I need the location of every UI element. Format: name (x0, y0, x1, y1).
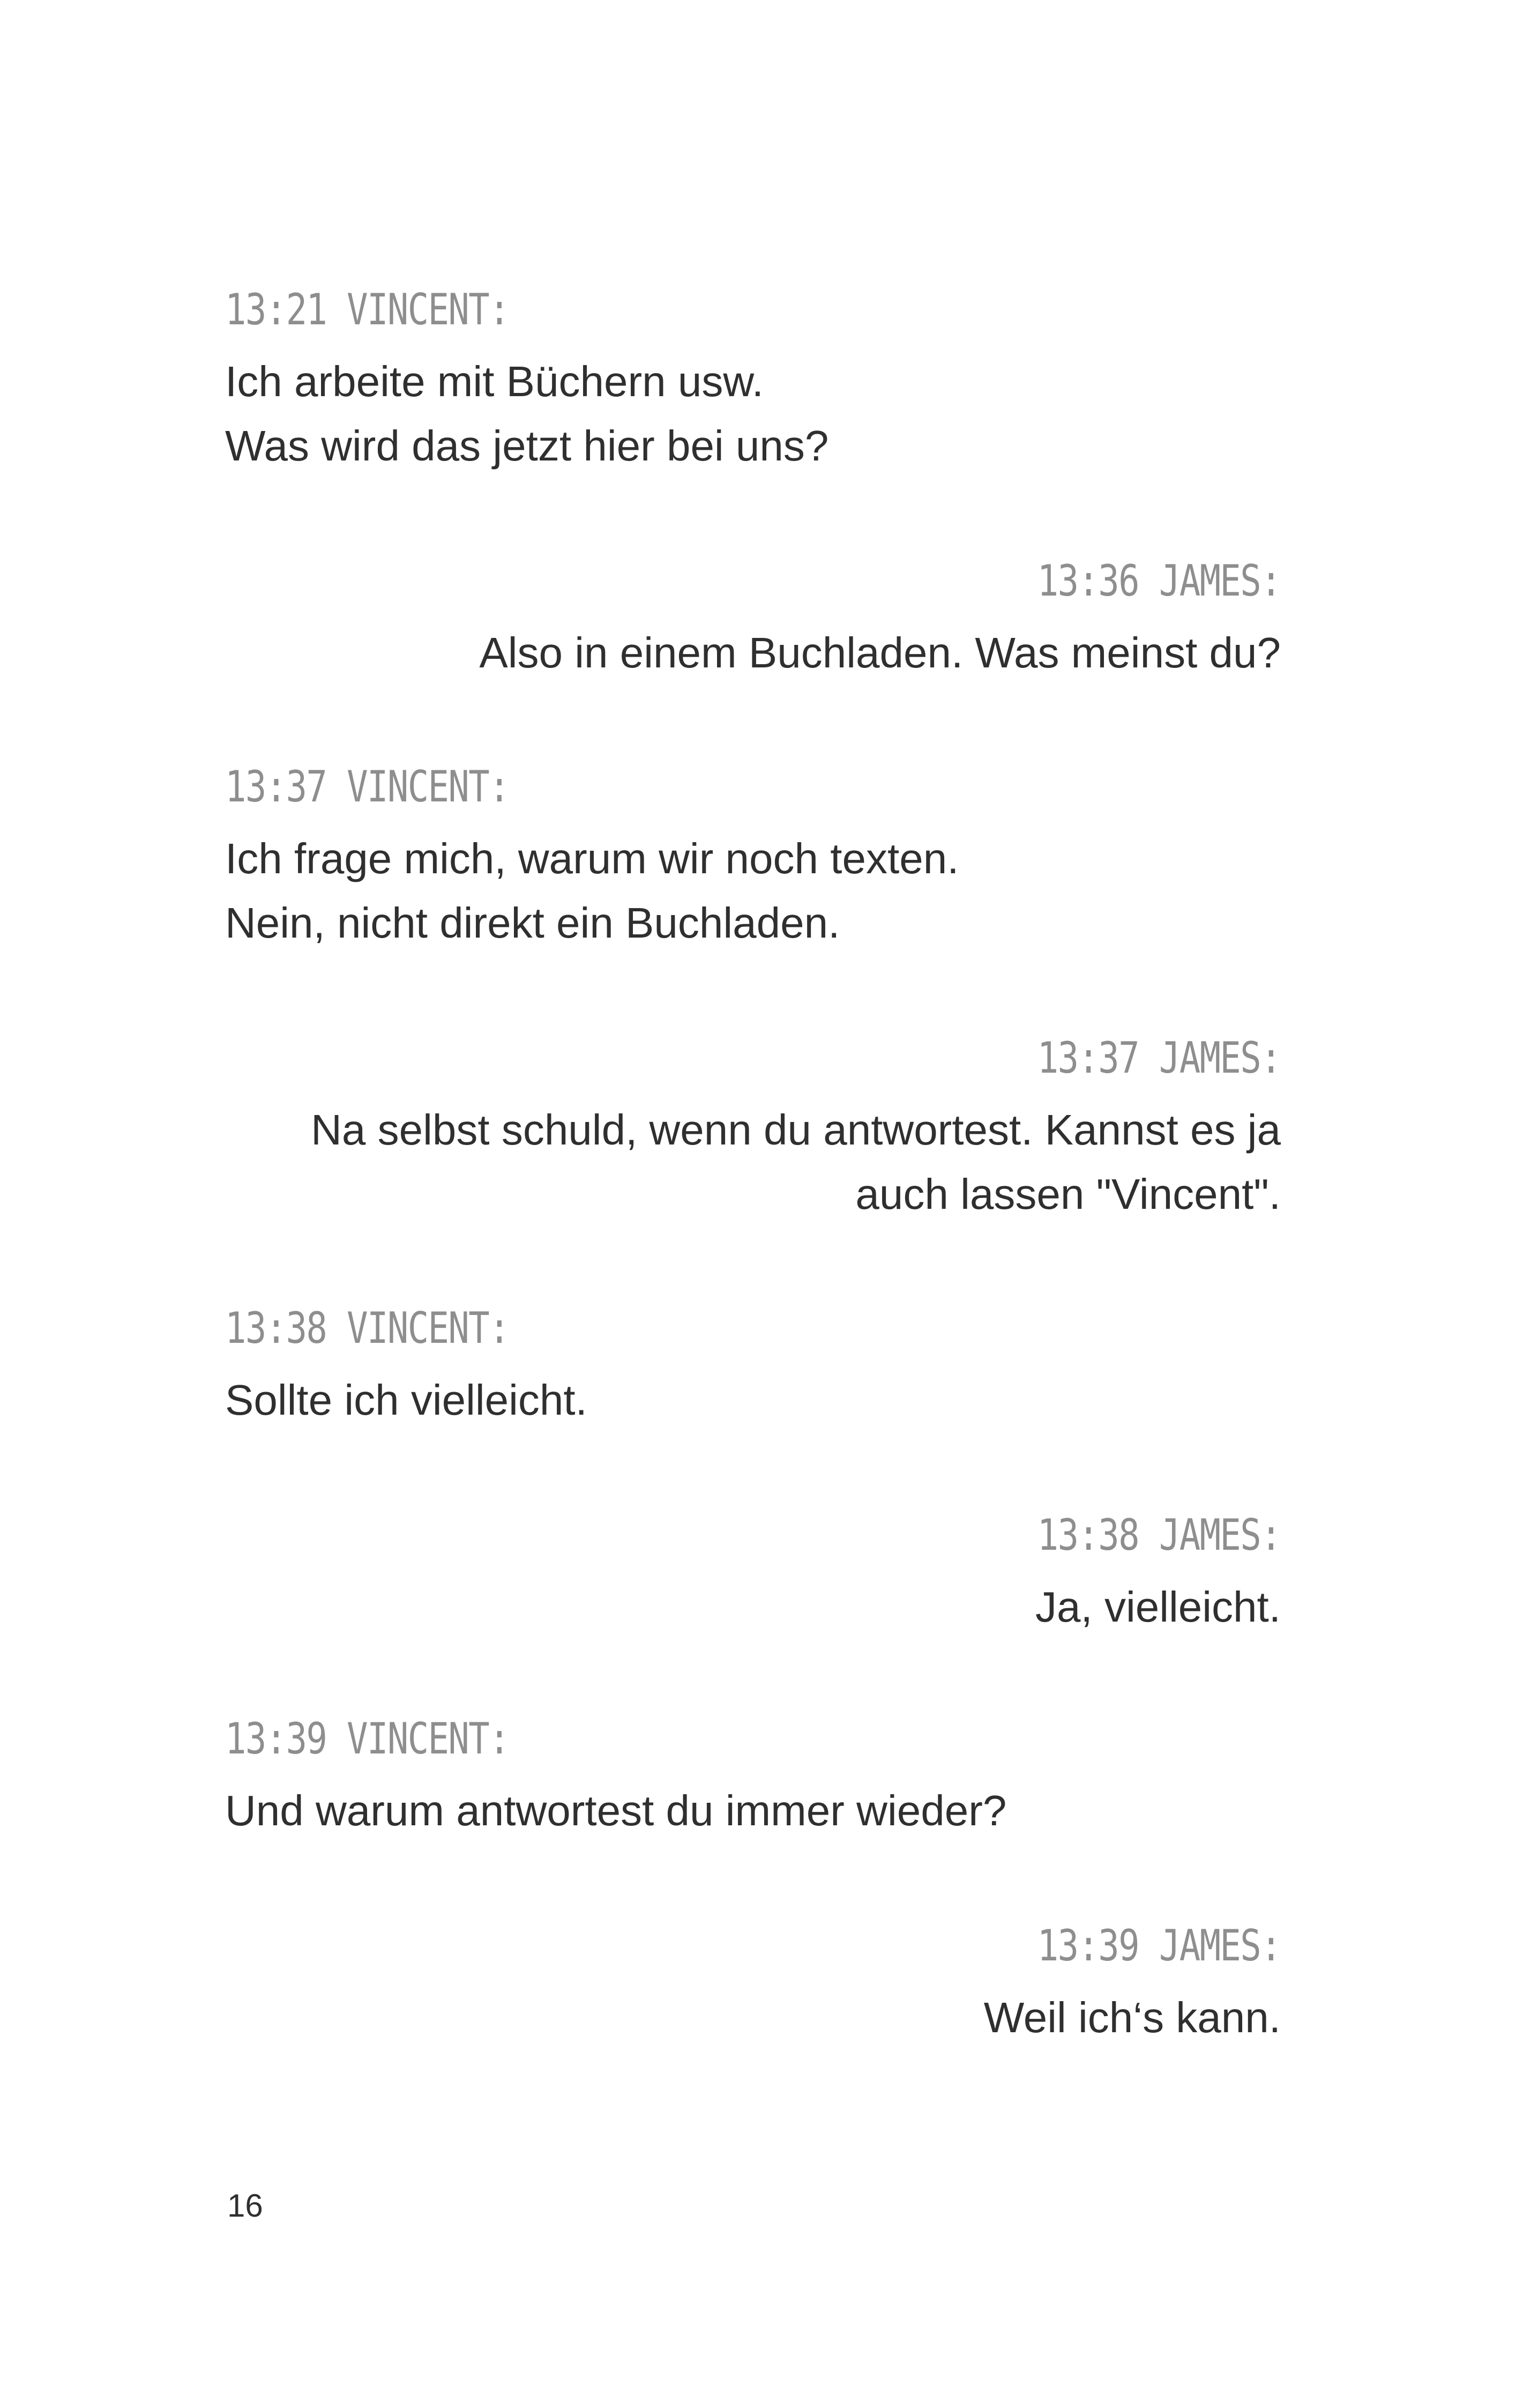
message-text (225, 1368, 1281, 1432)
message-sender: VINCENT: (347, 762, 509, 812)
message-sender: JAMES: (1159, 1921, 1281, 1971)
message-text (225, 827, 1281, 955)
message-time: 13:21 (225, 285, 327, 335)
message-time: 13:37 (1037, 1033, 1139, 1083)
message-time: 13:38 (225, 1303, 327, 1353)
message-text (225, 1098, 1281, 1227)
message-line: Also in einem Buchladen. Was meinst du? (479, 629, 1281, 677)
message-vincent (225, 761, 1281, 955)
message-james (225, 1510, 1281, 1639)
message-sender: VINCENT: (347, 1303, 509, 1353)
message-header (225, 761, 1091, 813)
message-time: 13:36 (1037, 556, 1139, 606)
message-header (415, 1032, 1281, 1084)
message-text (225, 621, 1281, 685)
message-james (225, 555, 1281, 685)
message-text (225, 1779, 1281, 1843)
message-header (225, 1303, 1091, 1354)
message-header (415, 1920, 1281, 1972)
message-time: 13:37 (225, 762, 327, 812)
message-vincent (225, 1713, 1281, 1843)
message-line: Sollte ich vielleicht. (225, 1376, 587, 1424)
message-text (225, 1986, 1281, 2050)
message-text (225, 1575, 1281, 1639)
message-time: 13:38 (1037, 1510, 1139, 1560)
page-number: 16 (227, 2188, 263, 2224)
message-line: Was wird das jetzt hier bei uns? (225, 422, 829, 470)
message-header (225, 1713, 1091, 1765)
message-line: Nein, nicht direkt ein Buchladen. (225, 899, 840, 947)
message-sender: VINCENT: (347, 285, 509, 335)
message-time: 13:39 (1037, 1921, 1139, 1971)
message-line: auch lassen "Vincent". (855, 1170, 1281, 1218)
message-vincent (225, 1303, 1281, 1432)
message-line: Na selbst schuld, wenn du antwortest. Kannst es ja (311, 1106, 1281, 1154)
message-line: Ja, vielleicht. (1035, 1583, 1281, 1631)
message-james (225, 1032, 1281, 1227)
message-sender: JAMES: (1159, 1033, 1281, 1083)
message-header (225, 284, 1091, 336)
message-time: 13:39 (225, 1714, 327, 1764)
message-james (225, 1920, 1281, 2050)
message-line: Ich arbeite mit Büchern usw. (225, 358, 764, 405)
message-text (225, 350, 1281, 478)
message-header (415, 555, 1281, 607)
message-vincent (225, 284, 1281, 478)
message-sender: JAMES: (1159, 1510, 1281, 1560)
message-line: Ich frage mich, warum wir noch texten. (225, 835, 959, 882)
message-line: Weil ich‘s kann. (983, 1994, 1281, 2041)
message-header (415, 1510, 1281, 1561)
message-sender: JAMES: (1159, 556, 1281, 606)
message-sender: VINCENT: (347, 1714, 509, 1764)
message-line: Und warum antwortest du immer wieder? (225, 1787, 1007, 1834)
